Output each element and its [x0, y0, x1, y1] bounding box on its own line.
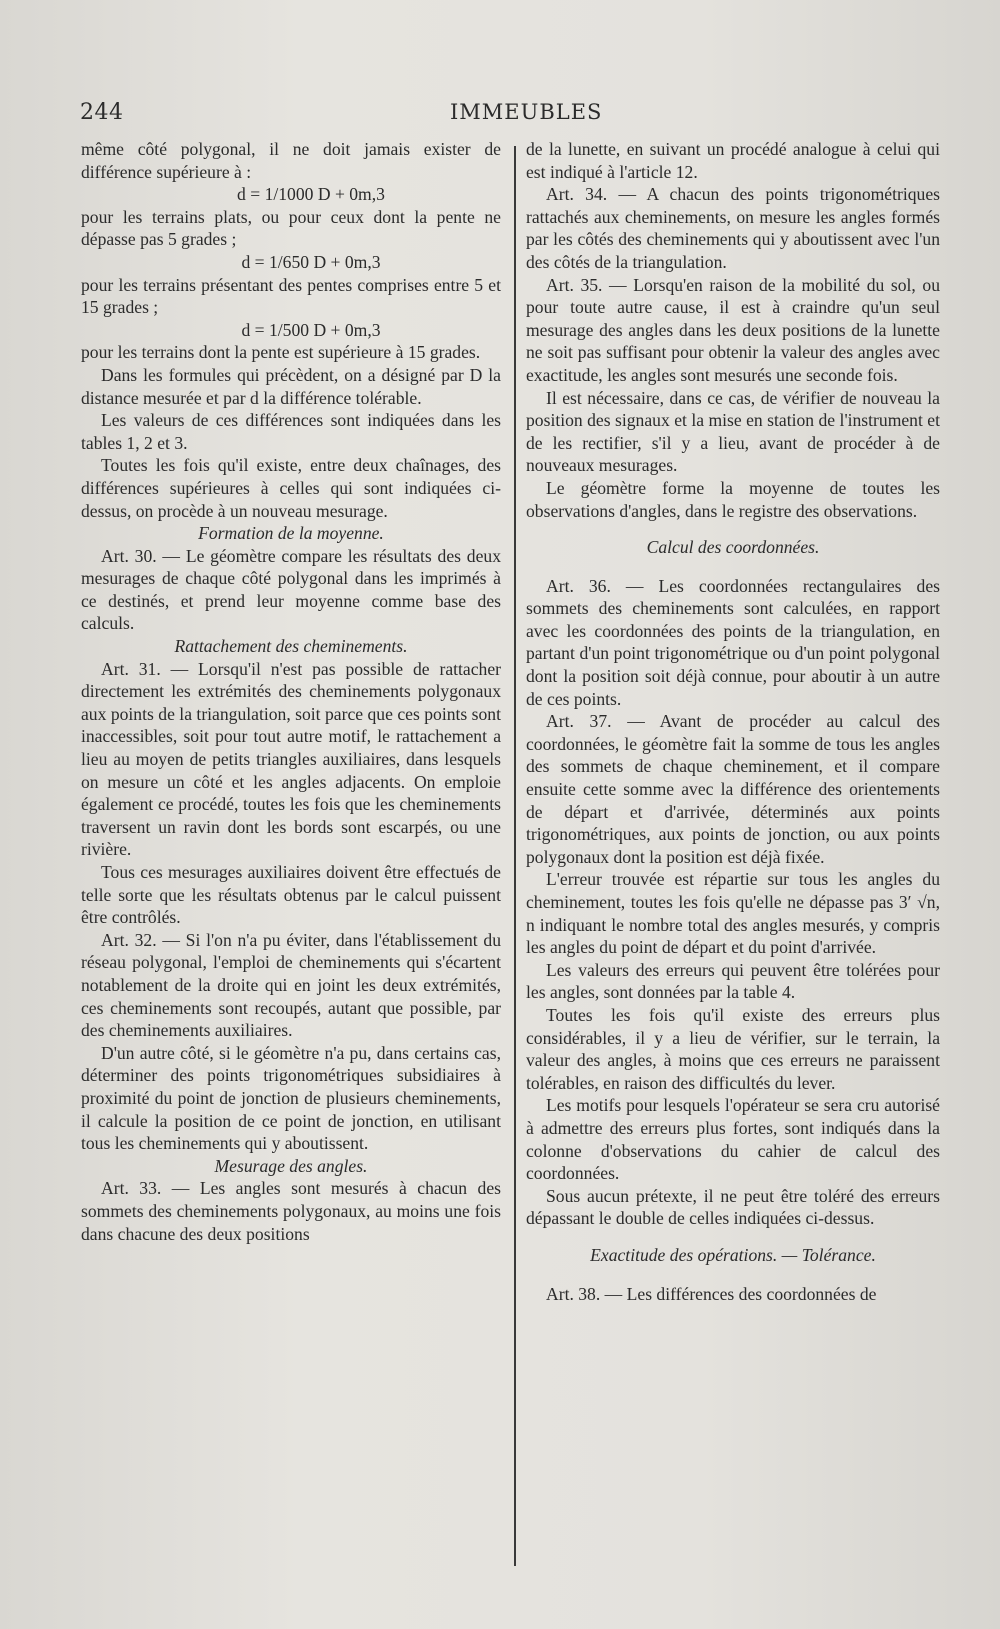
- paragraph: Toutes les fois qu'il existe, entre deux chaînages, des différences supérieures à celles qui sont indiquées ci-dessus, on procède à un nouveau mesurage.: [81, 455, 501, 521]
- column-divider: [514, 146, 516, 1566]
- paragraph: pour les terrains plats, ou pour ceux dont la pente ne dépasse pas 5 grades ;: [81, 206, 501, 250]
- paragraph: Art. 31. — Lorsqu'il n'est pas possible de rattacher directement les extrémités des cheminements polygonaux aux points de la triangulation, soit parce que ces points sont inaccessibles, soit pour tout autre motif, le rattachement a lieu au moyen de petits triangles auxiliaires, dans lesquels on mesure un côté et les angles adjacents. On emploie également ce procédé, toutes les fois que les cheminements traversent un ravin dont les bords sont escarpés, ou une rivière.: [81, 658, 501, 860]
- paragraph: Sous aucun prétexte, il ne peut être toléré des erreurs dépassant le double de celles indiquées ci-dessus.: [526, 1185, 940, 1229]
- formula: d = 1/650 D + 0m,3: [241, 251, 381, 272]
- paragraph: Toutes les fois qu'il existe des erreurs plus considérables, il y a lieu de vérifier, sur le terrain, la valeur des angles, à moins que ces erreurs ne paraissent tolérables, en raison des difficultés du lever.: [526, 1004, 940, 1093]
- page-number: 244: [80, 100, 124, 125]
- paragraph: L'erreur trouvée est répartie sur tous les angles du cheminement, toutes les fois qu'elle ne dépasse pas 3′ √n, n indiquant le nombre total des angles mesurés, y compris les angles du point de départ et du point d'arrivée.: [526, 869, 940, 958]
- paragraph: de la lunette, en suivant un procédé analogue à celui qui est indiqué à l'article 12.: [526, 139, 940, 182]
- section-heading: Exactitude des opérations. — Tolérance.: [590, 1244, 876, 1265]
- paragraph: Art. 38. — Les différences des coordonnées de: [546, 1283, 877, 1304]
- running-title: IMMEUBLES: [450, 100, 603, 124]
- formula: d = 1/500 D + 0m,3: [241, 319, 381, 340]
- paragraph: Dans les formules qui précèdent, on a désigné par D la distance mesurée et par d la différence tolérable.: [81, 364, 501, 408]
- paragraph: même côté polygonal, il ne doit jamais exister de différence supérieure à :: [81, 139, 501, 182]
- paragraph: Art. 33. — Les angles sont mesurés à chacun des sommets des cheminements polygonaux, au moins une fois dans chacune des deux positions: [81, 1178, 501, 1244]
- paragraph: Art. 32. — Si l'on n'a pu éviter, dans l'établissement du réseau polygonal, l'emploi de cheminements qui s'écartent notablement de la droite qui en joint les deux extrémités, ces cheminements sont recoupés, autant que possible, par des cheminements auxiliaires.: [81, 929, 501, 1041]
- paragraph: Les motifs pour lesquels l'opérateur se sera cru autorisé à admettre des erreurs plus fortes, sont indiqués dans la colonne d'observations du cahier de calcul des coordonnées.: [526, 1095, 940, 1184]
- section-heading: Formation de la moyenne.: [198, 523, 384, 544]
- paragraph: Les valeurs des erreurs qui peuvent être tolérées pour les angles, sont données par la table 4.: [526, 959, 940, 1003]
- section-heading: Calcul des coordonnées.: [646, 537, 820, 558]
- paragraph: Art. 35. — Lorsqu'en raison de la mobilité du sol, ou pour toute autre cause, il est à craindre qu'un seul mesurage des angles dans les deux positions de la lunette ne soit pas suffisant pour obtenir la valeur des angles avec exactitude, les angles sont mesurés une seconde fois.: [526, 274, 940, 385]
- left-column: [81, 138, 501, 1245]
- paragraph: pour les terrains dont la pente est supérieure à 15 grades.: [81, 342, 481, 363]
- right-column: [526, 138, 940, 1305]
- formula: d = 1/1000 D + 0m,3: [237, 184, 385, 205]
- section-heading: Rattachement des cheminements.: [174, 636, 408, 657]
- paragraph: Art. 36. — Les coordonnées rectangulaires des sommets des cheminements sont calculées, en rapport avec les coordonnées des points de la triangulation, en partant d'un point trigonométrique ou d'un point polygonal dont la position soit déjà connue, pour aboutir à un autre de ces points.: [526, 575, 940, 709]
- paragraph: pour les terrains présentant des pentes comprises entre 5 et 15 grades ;: [81, 274, 501, 318]
- running-head: [80, 100, 940, 130]
- paragraph: Le géomètre forme la moyenne de toutes les observations d'angles, dans le registre des observations.: [526, 477, 940, 521]
- paragraph: Tous ces mesurages auxiliaires doivent être effectués de telle sorte que les résultats obtenus par le calcul puissent être contrôlés.: [81, 862, 501, 928]
- paragraph: Art. 37. — Avant de procéder au calcul des coordonnées, le géomètre fait la somme de tous les angles des sommets de chaque cheminement, et il compare ensuite cette somme avec la différence des orientements de départ et d'arrivée, déterminés aux points trigonométriques, aux points de jonction, ou aux points polygonaux dont la position est déjà fixée.: [526, 711, 940, 867]
- paragraph: Les valeurs de ces différences sont indiquées dans les tables 1, 2 et 3.: [81, 410, 501, 453]
- paragraph: D'un autre côté, si le géomètre n'a pu, dans certains cas, déterminer des points trigonométriques subsidiaires à proximité du point de jonction de plusieurs cheminements, il calcule la position de ce point de jonction, en utilisant tous les cheminements qui y aboutissent.: [81, 1042, 501, 1154]
- paragraph: Art. 34. — A chacun des points trigonométriques rattachés aux cheminements, on mesure les angles formés par les côtés des cheminements qui y aboutissent avec l'un des côtés de la triangulation.: [526, 184, 940, 272]
- section-heading: Mesurage des angles.: [214, 1155, 368, 1176]
- paragraph: Art. 30. — Le géomètre compare les résultats des deux mesurages de chaque côté polygonal dans les imprimés à ce destinés, et prend leur moyenne comme base des calculs.: [81, 545, 501, 634]
- paragraph: Il est nécessaire, dans ce cas, de vérifier de nouveau la position des signaux et la mise en station de l'instrument et de les rectifier, s'il y a lieu, avant de procéder à de nouveaux mesurages.: [526, 387, 940, 476]
